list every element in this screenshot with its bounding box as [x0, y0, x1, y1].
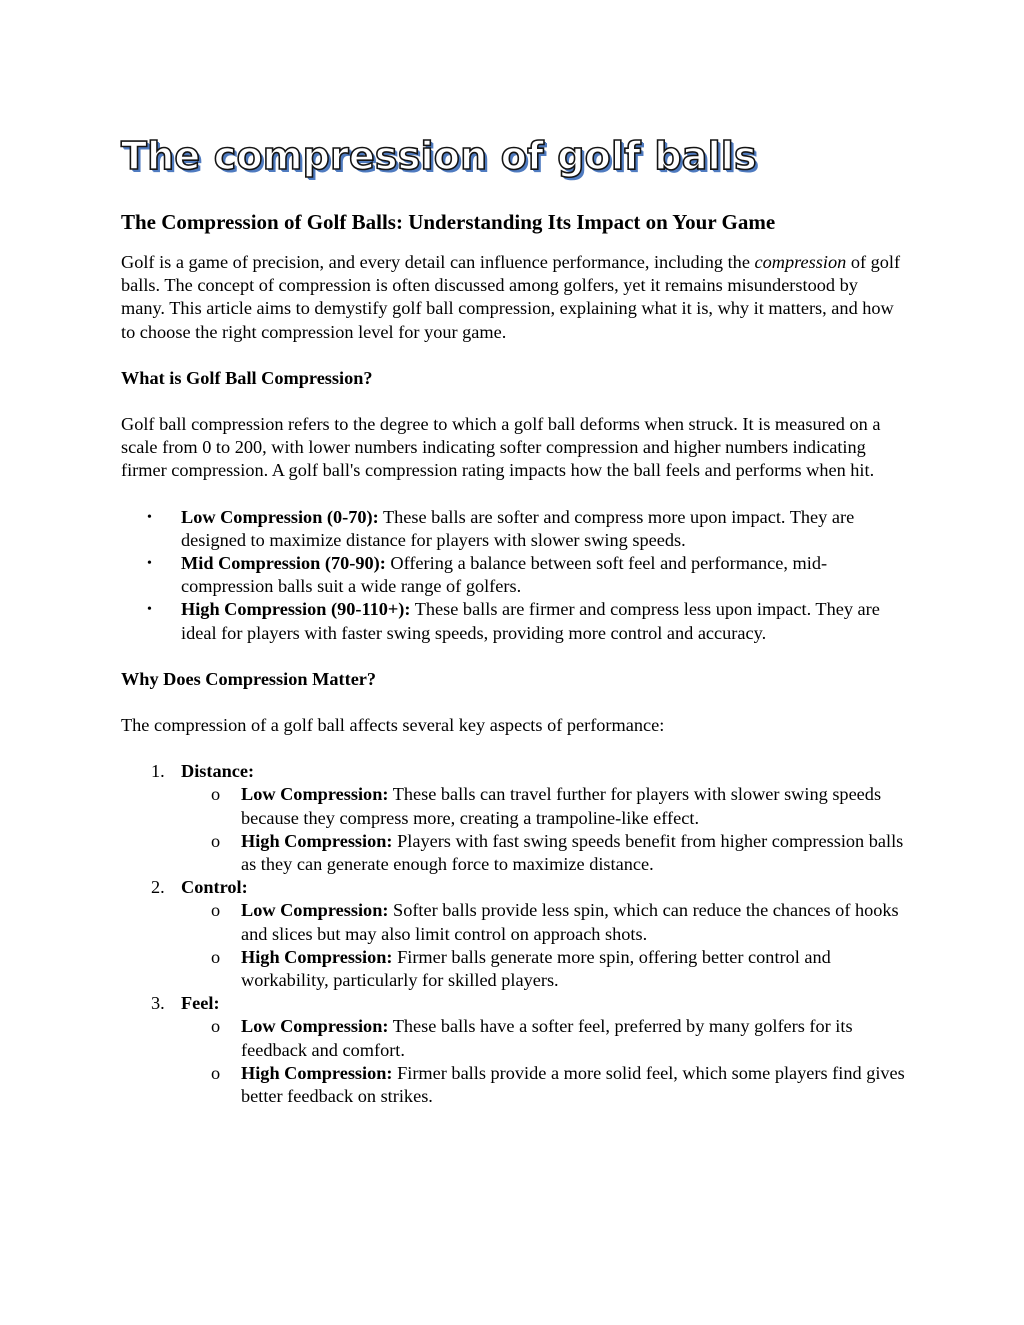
document-page — [121, 128, 905, 1108]
sublist-item — [181, 1062, 905, 1108]
list-item-label: Low Compression (0-70): — [181, 506, 379, 527]
section-body-why-matters: The compression of a golf ball affects several key aspects of performance: — [121, 715, 665, 736]
intro-text-end: of golf balls. The concept of compression is often discussed among golfers, yet it remains misunderstood by many. This article aims to demystify golf ball compression, explaining what it is, why it matters, and how to choose the right compression level for your game. — [121, 252, 901, 342]
sublist-item-label: Low Compression: — [241, 1016, 389, 1037]
aspect-sublist — [181, 1015, 905, 1108]
intro-emphasis: compression — [754, 252, 847, 272]
aspect-distance — [121, 760, 905, 876]
list-number: 1. — [151, 761, 165, 782]
sublist-item-text: Softer balls provide less spin, which can reduce the chances of hooks and slices but may also limit control on approach shots. — [241, 900, 899, 944]
sublist-item — [181, 946, 905, 992]
intro-text-start: Golf is a game of precision, and every detail can influence performance, including the — [121, 252, 755, 272]
sublist-item — [181, 899, 905, 945]
list-item-text: Offering a balance between soft feel and performance, mid-compression balls suit a wide range of golfers. — [181, 553, 828, 597]
bullet-icon: • — [147, 556, 152, 572]
sub-bullet-icon: o — [211, 830, 221, 851]
sublist-item-label: High Compression: — [241, 830, 393, 851]
intro-paragraph — [121, 251, 905, 344]
list-item-mid-compression — [121, 552, 905, 598]
list-item-low-compression — [121, 506, 905, 552]
sublist-item — [181, 1015, 905, 1061]
sub-bullet-icon: o — [211, 1016, 221, 1037]
sublist-item-text: Firmer balls generate more spin, offering better control and workability, particularly for skilled players. — [241, 946, 831, 991]
list-number: 2. — [151, 877, 165, 898]
bullet-icon: • — [147, 509, 152, 525]
list-item-high-compression — [121, 598, 905, 644]
list-number: 3. — [151, 993, 165, 1014]
sublist-item-label: Low Compression: — [241, 784, 389, 805]
aspect-sublist — [181, 783, 905, 876]
sublist-item-label: Low Compression: — [241, 900, 389, 921]
section-heading-why-matters: Why Does Compression Matter? — [121, 668, 377, 689]
sub-bullet-icon: o — [211, 784, 221, 805]
sublist-item-text: Players with fast swing speeds benefit from higher compression balls as they can generate enough force to maximize distance. — [241, 830, 904, 875]
sub-bullet-icon: o — [211, 900, 221, 921]
section-body-what-is: Golf ball compression refers to the degree to which a golf ball deforms when struck. It is measured on a scale from 0 to 200, with lower numbers indicating softer compression and higher numbers indicating firmer compression. A golf ball's compression rating impacts how the ball feels and performs when hit. — [121, 414, 881, 481]
article-subtitle: The Compression of Golf Balls: Understanding Its Impact on Your Game — [121, 210, 776, 234]
aspect-sublist — [181, 899, 905, 992]
list-item-text: These balls are softer and compress more upon impact. They are designed to maximize distance for players with slower swing speeds. — [181, 506, 855, 550]
list-item-text: These balls are firmer and compress less upon impact. They are ideal for players with faster swing speeds, providing more control and accuracy. — [181, 599, 880, 643]
sublist-item — [181, 830, 905, 876]
list-item-label: Mid Compression (70-90): — [181, 553, 386, 574]
aspect-label: Distance: — [181, 761, 255, 782]
document-title: The compression of golf balls — [121, 134, 757, 178]
aspect-label: Control: — [181, 877, 248, 898]
aspect-label: Feel: — [181, 993, 220, 1014]
sub-bullet-icon: o — [211, 946, 221, 967]
sublist-item — [181, 783, 905, 829]
list-item-label: High Compression (90-110+): — [181, 599, 411, 620]
sublist-item-label: High Compression: — [241, 1062, 393, 1083]
sub-bullet-icon: o — [211, 1062, 221, 1083]
sublist-item-text: These balls have a softer feel, preferred by many golfers for its feedback and comfort. — [241, 1016, 853, 1060]
section-heading-what-is: What is Golf Ball Compression? — [121, 367, 373, 388]
performance-aspects-list — [121, 760, 905, 1108]
bullet-icon: • — [147, 602, 152, 618]
aspect-control — [121, 876, 905, 992]
sublist-item-text: Firmer balls provide a more solid feel, which some players find gives better feedback on strikes. — [241, 1062, 905, 1107]
compression-ranges-list — [121, 506, 905, 645]
sublist-item-label: High Compression: — [241, 946, 393, 967]
sublist-item-text: These balls can travel further for players with slower swing speeds because they compress more, creating a trampoline-like effect. — [241, 784, 882, 828]
aspect-feel — [121, 992, 905, 1108]
